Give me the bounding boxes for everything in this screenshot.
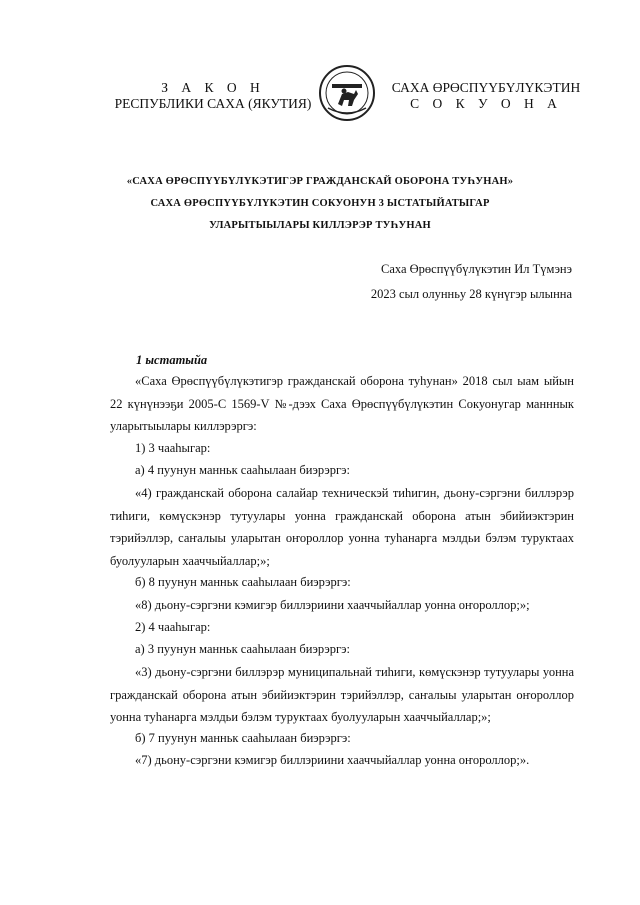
article-paragraph: «Саха Өрөспүүбүлүкэтигэр гражданскай оборона туһунан» 2018 сыл ыам ыйын 22 күнүнээҕи 2005-С 1569-V №-дээх Саха Өрөспүүбүлүкэтин Сокуонугар манннык уларытыылары киллэрэргэ:	[110, 374, 574, 433]
coat-of-arms-icon	[318, 64, 376, 122]
article-paragraph: а) 4 пуунун манньк сааһылаан биэрэргэ:	[135, 463, 350, 477]
header-left-line1: З А К О Н	[161, 80, 265, 95]
article-paragraph: а) 3 пуунун манньк сааһылаан биэрэргэ:	[135, 642, 350, 656]
article-paragraph: «8) дьону-сэргэни кэмигэр биллэриини хааччыйаллар уонна оҥороллор;»;	[135, 598, 530, 612]
article-paragraph: б) 8 пуунун манньк сааһылаан биэрэргэ:	[135, 575, 351, 589]
header-right-line2: С О К У О Н А	[410, 96, 562, 111]
article-paragraph: б) 7 пуунун манньк сааһылаан биэрэргэ:	[135, 731, 351, 745]
header-left-line2: РЕСПУБЛИКИ САХА (ЯКУТИЯ)	[114, 96, 312, 111]
header-russian	[98, 80, 328, 112]
adoption-date: 2023 сыл олунньу 28 күнүгэр ылынна	[370, 287, 572, 301]
article-paragraph: «4) гражданскай оборона салайар техническэй тиһигин, дьону-сэргэни биллэрэр тиһиги, көмүскэнэр тутуулары уонна гражданскай оборона атын эбийиэктэрин тэрийэллэр, саҥалыы уларытан оҥороллор уонна туһанарга мэлдьи бэлэм туруктаах буолууларын хааччыйаллар;»;	[110, 486, 574, 568]
header-right-line1: САХА ӨРӨСПҮҮБҮЛҮКЭТИН	[391, 80, 581, 95]
header-yakut	[388, 80, 584, 112]
article-paragraph: «3) дьону-сэргэни биллэрэр муниципальнай тиһиги, көмүскэнэр тутуулары уонна гражданскай оборона атын эбийиэктэрин тэрийэллэр, саҥалыы уларытан оҥороллор уонна туһанарга мэлдьи бэлэм туруктаах буолууларын хааччыйаллар;»;	[110, 665, 574, 724]
article-paragraph: «7) дьону-сэргэни кэмигэр биллэриини хааччыйаллар уонна оҥороллор;».	[135, 753, 530, 767]
law-title-line3: УЛАРЫТЫЫЛАРЫ КИЛЛЭРЭР ТУҺУНАН	[209, 220, 431, 231]
adoption-body: Саха Өрөспүүбүлүкэтин Ил Түмэнэ	[380, 262, 572, 276]
law-title-line2: САХА ӨРӨСПҮҮБҮЛҮКЭТИН СОКУОНУН 3 ЫСТАТЫЙАТЫГАР	[150, 198, 490, 209]
article-paragraph: 2) 4 чааһыгар:	[135, 620, 211, 634]
article-heading: 1 ыстатыйа	[136, 353, 208, 367]
article-paragraph: 1) 3 чааһыгар:	[135, 441, 211, 455]
law-title-line1: «САХА ӨРӨСПҮҮБҮЛҮКЭТИГЭР ГРАЖДАНСКАЙ ОБОРОНА ТУҺУНАН»	[126, 176, 514, 187]
